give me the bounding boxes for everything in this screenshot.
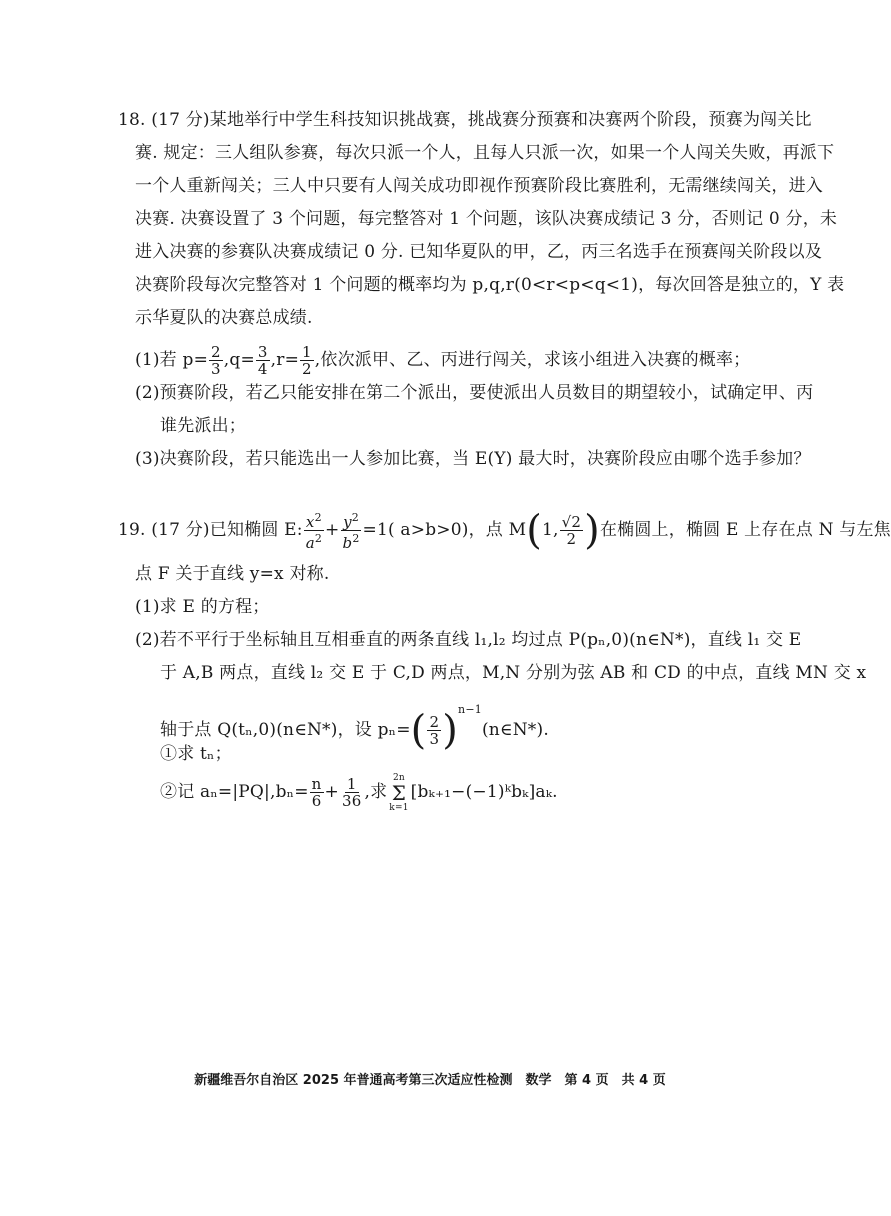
fraction-numerator: 3 — [257, 343, 268, 361]
fraction-denominator: 3 — [211, 360, 221, 378]
point-m-x: 1, — [542, 520, 559, 540]
q18-part-3: (3)决赛阶段，若只能选出一人参加比赛，当 E(Y) 最大时，决赛阶段应由哪个选手参加？ — [135, 449, 811, 469]
fraction-denominator: 2 — [302, 360, 312, 378]
q18-line-5: 进入决赛的参赛队决赛成绩记 0 分. 已知华夏队的甲，乙，丙三名选手在预赛闯关阶段以及 — [135, 242, 823, 262]
right-paren: ) — [442, 707, 459, 754]
fraction-numerator: 2 — [211, 343, 221, 361]
point-m-y — [560, 514, 584, 547]
right-paren: ) — [584, 507, 600, 554]
fraction-numerator: $x^2$ — [305, 511, 322, 531]
fraction-numerator: 1 — [346, 775, 357, 793]
q18-line-4: 决赛. 决赛设置了 3 个问题，每完整答对 1 个问题，该队决赛成绩记 3 分，否则记 0 分，未 — [135, 209, 838, 229]
q19-part-2-line-3-b: (n∈N*). — [481, 720, 549, 740]
summation — [389, 773, 408, 813]
fraction-q — [256, 344, 270, 377]
exponent: n−1 — [458, 703, 482, 716]
fraction-denominator: $a^2$ — [305, 532, 323, 552]
q19-sub-2-a: ②记 aₙ=|PQ|,bₙ= — [160, 782, 309, 802]
fraction-two-thirds — [427, 714, 441, 747]
q18-part-2-line-1: (2)预赛阶段，若乙只能安排在第二个派出，要使派出人员数目的期望较小，试确定甲、丙 — [135, 383, 814, 403]
q19-line-1: 19. (17 分)已知椭圆 E: $\frac{x^2}{a^2}$ + $\frac{y^2}{b^2}$ =1( a>b>0)，点 M(1, $\frac{√2}{2}$ )在椭圆上，椭圆 E 上存在点 N 与左焦 — [118, 507, 891, 554]
q18-part-1-d: ,依次派甲、乙、丙进行闯关，求该小组进入决赛的概率； — [314, 350, 751, 370]
q18-line-6: 决赛阶段每次完整答对 1 个问题的概率均为 p,q,r(0<r<p<q<1)，每次回答是独立的，Y 表 — [135, 275, 845, 295]
q18-line-1: 18. (17 分)某地举行中学生科技知识挑战赛，挑战赛分预赛和决赛两个阶段，预赛为闯关比 — [118, 110, 812, 130]
sum-lower-limit: k=1 — [389, 802, 409, 813]
fraction-n-over-6 — [310, 776, 324, 809]
q18-part-1 — [135, 340, 750, 380]
q18-part-1-c: ,r= — [270, 350, 300, 370]
q19-sub-2-b: ,求 — [364, 782, 388, 802]
fraction-p — [209, 344, 223, 377]
q18-line-2: 赛. 规定：三人组队参赛，每次只派一个人，且每人只派一次，如果一个人闯关失败，再派下 — [135, 143, 835, 163]
q19-line-1-a: 19. (17 分)已知椭圆 E: — [118, 520, 303, 540]
fraction-numerator: n — [311, 775, 322, 793]
fraction-numerator: 2 — [429, 713, 440, 731]
q18-line-3: 一个人重新闯关；三人中只要有人闯关成功即视作预赛阶段比赛胜利，无需继续闯关，进入 — [135, 176, 823, 196]
q19-part-2-line-2: 于 A,B 两点，直线 l₂ 交 E 于 C,D 两点，M,N 分别为弦 AB 和 CD 的中点，直线 MN 交 x — [160, 663, 867, 683]
q18-part-1-b: ,q= — [223, 350, 255, 370]
q19-part-1: (1)求 E 的方程； — [135, 597, 270, 617]
q18-part-1-a: (1)若 p= — [135, 350, 209, 370]
q19-sub-2: ②记 aₙ=|PQ|,bₙ= $\frac{n}{6}$ + $\frac{1}{36}$ ,求 2n Σ k=1 [bₖ₊₁−(−1)ᵏbₖ]aₖ. — [160, 772, 558, 813]
q18-line-7: 示华夏队的决赛总成绩. — [135, 308, 313, 328]
q19-sub-2-c: [bₖ₊₁−(−1)ᵏbₖ]aₖ. — [410, 782, 558, 802]
left-paren: ( — [410, 707, 427, 754]
q19-part-2-line-3-a: 轴于点 Q(tₙ,0)(n∈N*)，设 pₙ= — [160, 720, 411, 740]
q19-line-1-c: 在椭圆上，椭圆 E 上存在点 N 与左焦 — [599, 520, 891, 540]
q19-part-2-line-1: (2)若不平行于坐标轴且互相垂直的两条直线 l₁,l₂ 均过点 P(pₙ,0)(n∈N*)，直线 l₁ 交 E — [135, 630, 802, 650]
q19-sub-1: ①求 tₙ； — [160, 744, 232, 764]
fraction-denominator: 6 — [311, 792, 322, 810]
page-footer: 新疆维吾尔自治区 2025 年普通高考第三次适应性检测 数学 第 4 页 共 4 页 — [194, 1073, 666, 1088]
fraction-numerator: 1 — [302, 343, 312, 361]
fraction-denominator: $b^2$ — [342, 532, 360, 552]
sum-upper-limit: 2n — [392, 772, 405, 783]
q18-part-2-line-2: 谁先派出； — [160, 416, 246, 436]
fraction-denominator: 3 — [429, 730, 440, 748]
q19-line-1-b: =1( a>b>0)，点 M — [362, 520, 527, 540]
fraction-denominator: 36 — [341, 792, 362, 810]
q19-line-2: 点 F 关于直线 y=x 对称. — [135, 564, 330, 584]
sigma-icon: Σ — [391, 780, 407, 805]
fraction-1-over-36 — [340, 776, 364, 809]
fraction-r — [300, 344, 314, 377]
fraction-denominator: 2 — [566, 530, 577, 548]
fraction-denominator: 4 — [257, 360, 268, 378]
fraction-numerator: $y^2$ — [343, 511, 359, 531]
left-paren: ( — [526, 507, 542, 554]
ellipse-term-y — [341, 510, 362, 551]
fraction-numerator: √2 — [561, 513, 582, 531]
ellipse-term-x — [304, 510, 324, 551]
